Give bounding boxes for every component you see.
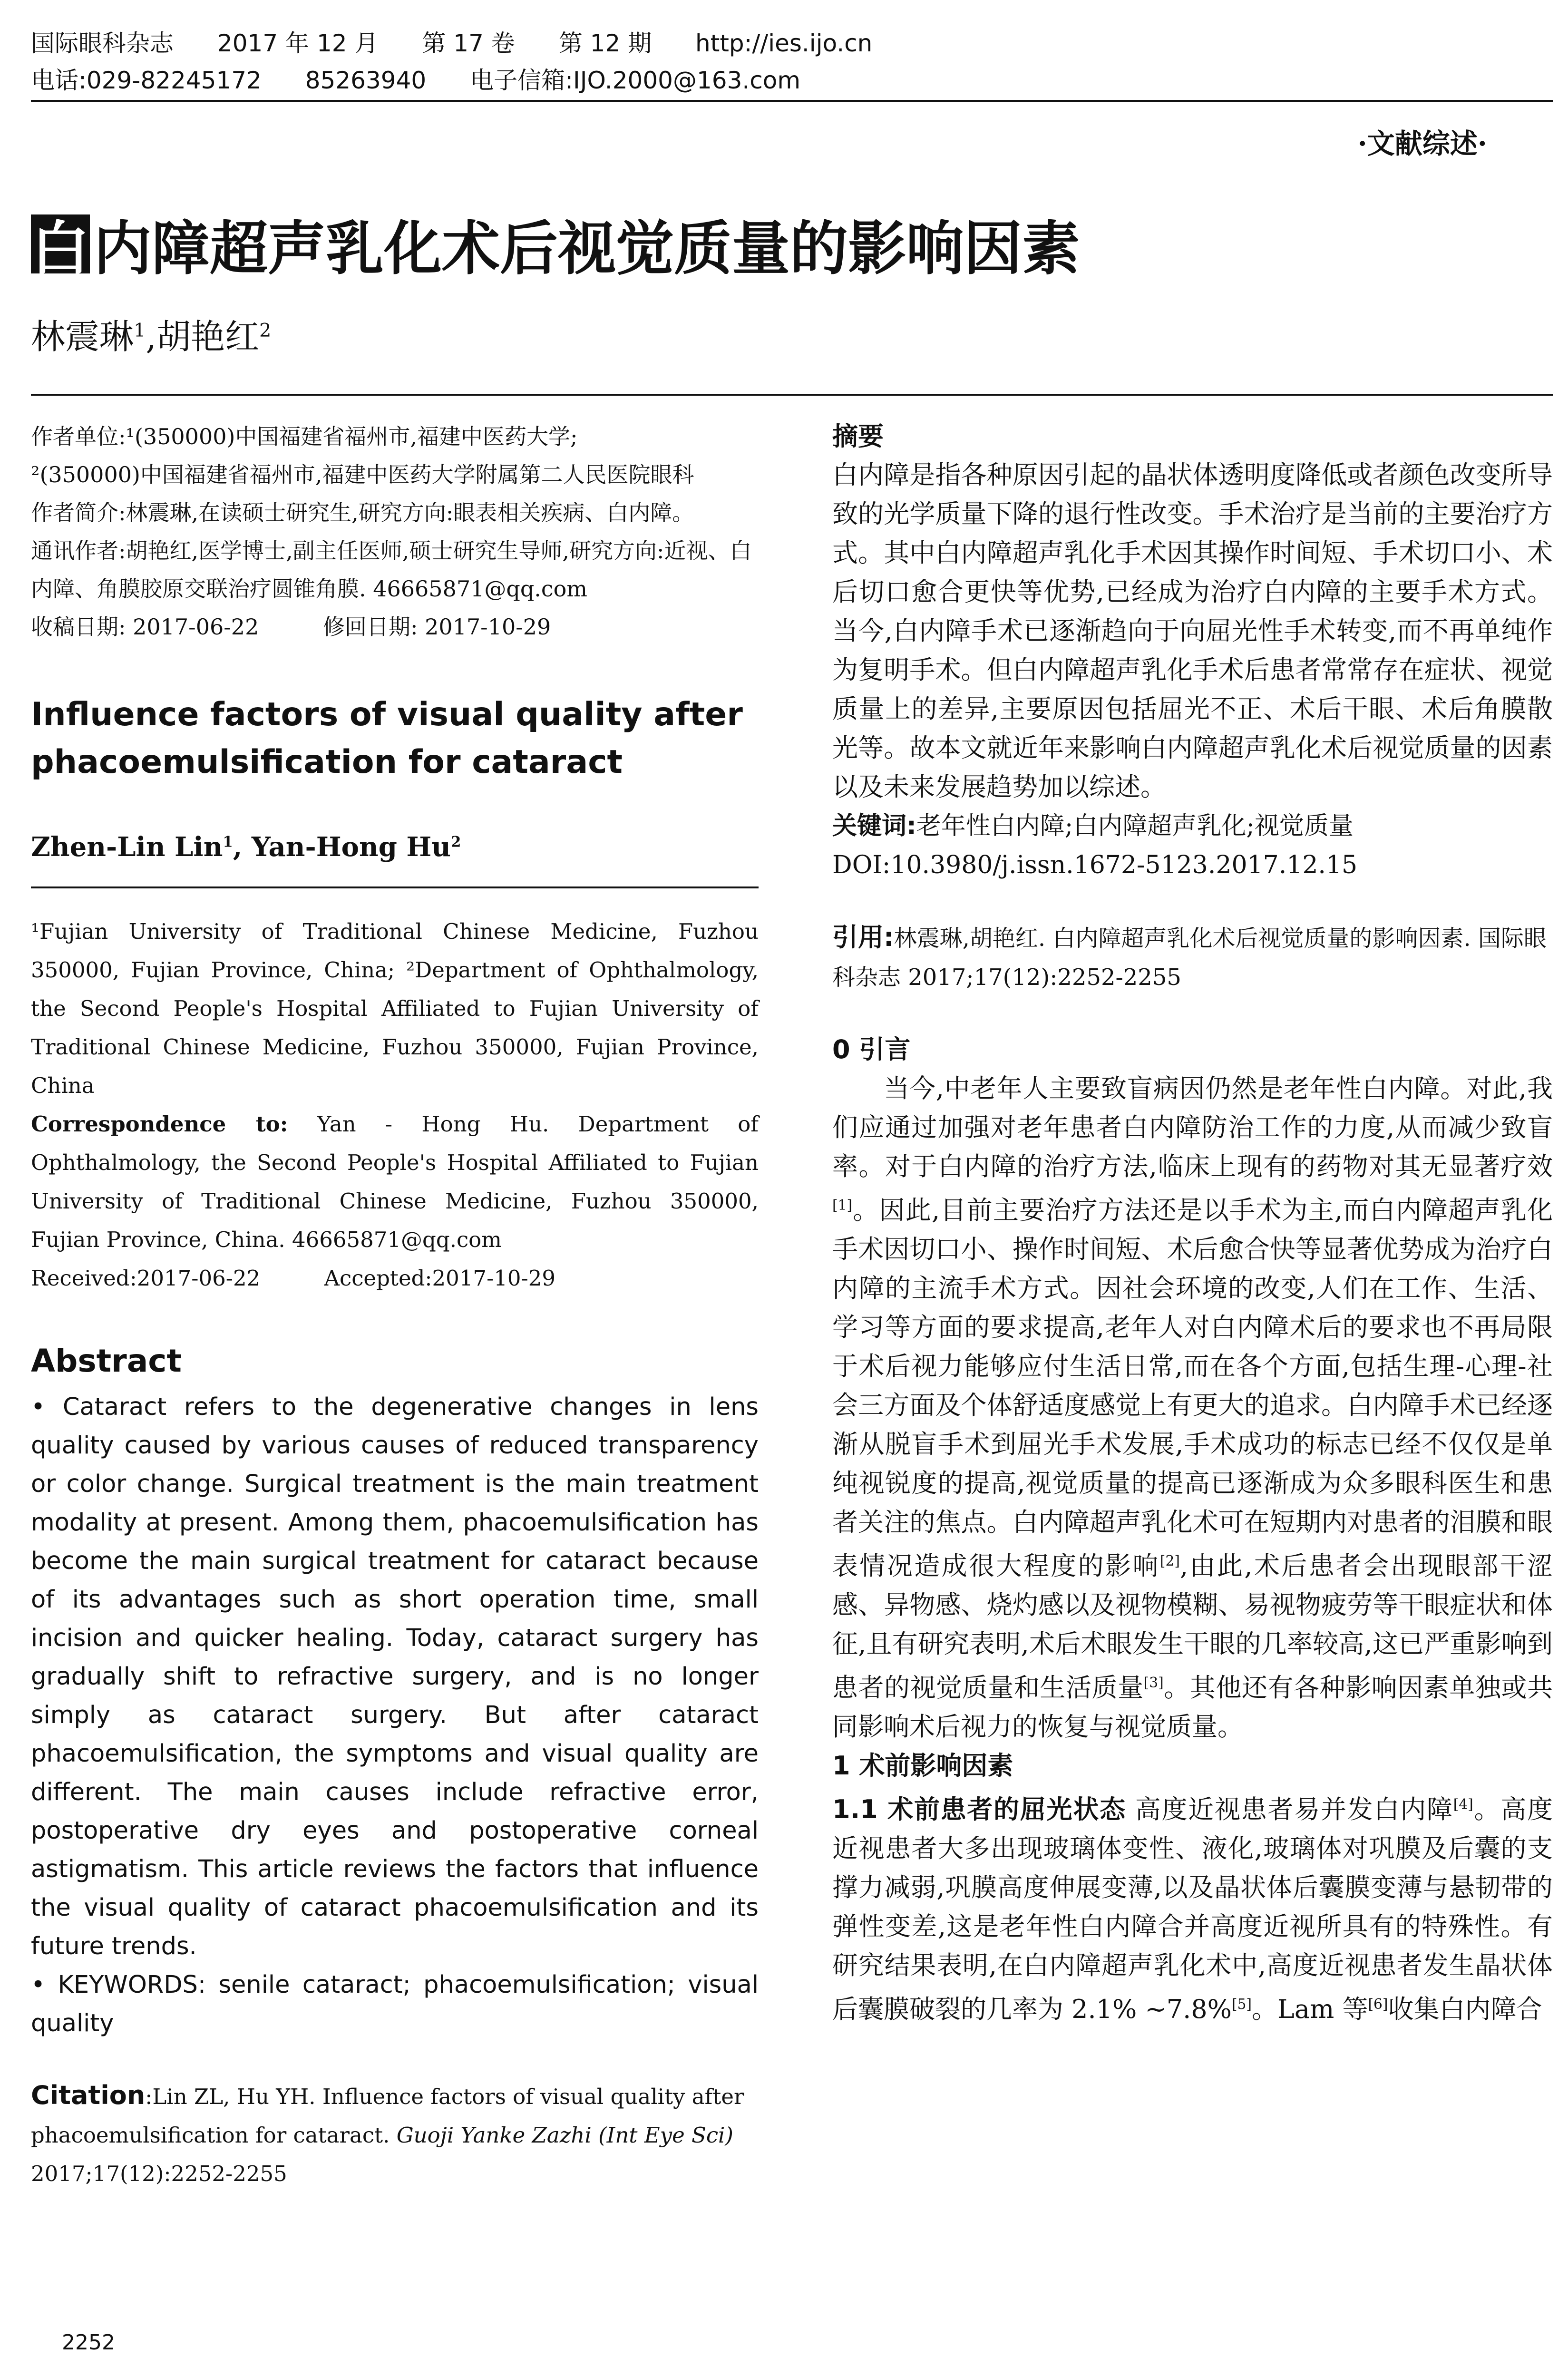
author-2: 胡艳红 [156, 317, 260, 357]
author-info [31, 418, 759, 646]
abstract-en [31, 1388, 759, 2043]
keywords-cn-text: 老年性白内障;白内障超声乳化;视觉质量 [916, 812, 1354, 840]
unit-2: ²(350000)中国福建省福州市,福建中医药大学附属第二人民医院眼科 [31, 462, 694, 487]
accepted-en: Accepted:2017-10-29 [324, 1266, 556, 1291]
intro-text-a: 当今,中老年人主要致盲病因仍然是老年性白内障。对此,我们应通过加强对老年患者白内障防治工作的力度,从而减少致盲率。对于白内障的治疗方法,临床上现有的药物对其无显著疗效 [832, 1073, 1553, 1181]
issue: 第 12 期 [558, 29, 652, 57]
citation-journal: Guoji Yanke Zazhi (Int Eye Sci) [396, 2123, 733, 2148]
abstract-cn [832, 456, 1553, 807]
running-header [31, 25, 908, 99]
english-authors: Zhen-Lin Lin$^1$, Yan-Hong Hu$^2$ [31, 831, 461, 863]
title-rule [31, 394, 1553, 396]
section-1-1-heading: 1.1 术前患者的屈光状态 [832, 1794, 1126, 1824]
ref-1: [1] [832, 1197, 853, 1214]
section-1-1-body [832, 1785, 1553, 2029]
citation-post: 2017;17(12):2252-2255 [31, 2161, 287, 2186]
title-text: 内障超声乳化术后视觉质量的影响因素 [94, 215, 1080, 283]
volume: 第 17 卷 [422, 29, 515, 57]
intro-text-b: 。因此,目前主要治疗方法还是以手术为主,而白内障超声乳化手术因切口小、操作时间短、术后愈合快等显著优势成为治疗白内障的主流手术方式。因社会环境的改变,人们在工作、生活、学习等方面的要求提高,老年人对白内障术后的要求也不再局限于术后视力能够应付生活日常,而在各个方面,包括生理-心理-社会三方面及个体舒适度感觉上有更大的追求。白内障手术已经逐渐从脱盲手术到屈光手术发展,手术成功的标志已经不仅仅是单纯视锐度的提高,视觉质量的提高已逐渐成为众多眼科医生和患者关注的焦点。白内障超声乳化术可在短期内对患者的泪膜和眼表情况造成很大程度的影响 [832, 1195, 1553, 1581]
article-title [31, 202, 1080, 285]
author-2-sup: 2 [259, 320, 272, 341]
received-cn: 收稿日期: 2017-06-22 [31, 614, 259, 640]
intro-text-c: ,由此,术后患者会出现眼部干涩感、异物感、烧灼感以及视物模糊、易视物疲劳等干眼症状和体征,且有研究表明,术后术眼发生干眼的几率较高,这已严重影响到患者的视觉质量和生活质量 [832, 1551, 1553, 1703]
keywords-cn [832, 807, 1553, 846]
keywords-en: • KEYWORDS: senile cataract; phacoemulsification; visual quality [31, 1971, 759, 2037]
section-0-heading: 0 引言 [832, 1034, 911, 1064]
en-author-1-sup: 1 [223, 833, 233, 851]
author-line [31, 309, 271, 359]
section-0-body [832, 1069, 1553, 1746]
citation-cn-text: 林震琳,胡艳红. 白内障超声乳化术后视觉质量的影响因素. 国际眼科杂志 2017;17(12):2252-2255 [832, 925, 1547, 991]
doi: DOI:10.3980/j.issn.1672-5123.2017.12.15 [832, 851, 1358, 879]
citation-en [31, 2076, 759, 2193]
issue-date: 2017 年 12 月 [217, 29, 379, 57]
en-author-1: Zhen-Lin Lin [31, 831, 223, 863]
citation-pre: :Lin ZL, Hu YH. Influence factors of visual quality after phacoemulsification for cataract. [31, 2084, 744, 2148]
revised-cn: 修回日期: 2017-10-29 [322, 614, 551, 640]
header-rule [31, 100, 1553, 102]
citation-cn [832, 918, 1553, 997]
intro-paragraph [832, 1069, 1553, 1746]
page-number: 2252 [62, 2330, 115, 2355]
citation-label: Citation [31, 2080, 146, 2110]
ref-2: [2] [1159, 1553, 1180, 1569]
ref-5: [5] [1231, 1996, 1252, 2013]
dates-cn [31, 608, 759, 646]
section-tag: ·文献综述· [1357, 127, 1487, 160]
en-correspondence [31, 1105, 759, 1259]
journal-url[interactable]: http://ies.ijo.cn [695, 29, 873, 57]
abstract-cn-text: 白内障是指各种原因引起的晶状体透明度降低或者颜色改变所导致的光学质量下降的退行性改变。手术治疗是当前的主要治疗方式。其中白内障超声乳化手术因其操作时间短、手术切口小、术后切口愈合更快等优势,已经成为治疗白内障的主要手术方式。当今,白内障手术已逐渐趋向于向屈光性手术转变,而不再单纯作为复明手术。但白内障超声乳化手术后患者常常存在症状、视觉质量上的差异,主要原因包括屈光不正、术后干眼、术后角膜散光等。故本文就近年来影响白内障超声乳化术后视觉质量的因素以及未来发展趋势加以综述。 [832, 460, 1553, 802]
author-intro: 作者简介:林震琳,在读硕士研究生,研究方向:眼表相关疾病、白内障。 [31, 500, 694, 526]
left-column [31, 418, 759, 2193]
email[interactable]: 电子信箱:IJO.2000@163.com [470, 67, 801, 94]
received-en: Received:2017-06-22 [31, 1266, 261, 1291]
english-title: Influence factors of visual quality after phacoemulsification for cataract [31, 696, 743, 781]
keywords-cn-label: 关键词: [832, 812, 916, 840]
s11-text-b: 。高度近视患者大多出现玻璃体变性、液化,玻璃体对巩膜及后囊的支撑力减弱,巩膜高度伸展变薄,以及晶状体后囊膜变薄与悬韧带的弹性变差,这是老年性白内障合并高度近视所具有的特殊性。有研究结果表明,在白内障超声乳化术中,高度近视患者发生晶状体后囊膜破裂的几率为 2.1% ~7.8% [832, 1794, 1553, 2024]
ref-6: [6] [1368, 1996, 1388, 2013]
en-author-2-sup: 2 [450, 833, 461, 851]
s11-text-a: 高度近视患者易并发白内障 [1126, 1794, 1453, 1824]
unit-1: 作者单位:¹(350000)中国福建省福州市,福建中医药大学; [31, 424, 578, 449]
en-corr-label: Correspondence to: [31, 1111, 288, 1137]
english-affil-rule [31, 887, 759, 888]
abstract-heading-cn: 摘要 [832, 421, 884, 451]
section-1-heading: 1 术前影响因素 [832, 1751, 1013, 1781]
dates-en [31, 1259, 759, 1297]
s11-text-d: 收集白内障合 [1388, 1994, 1542, 2024]
author-1-sup: 1 [134, 320, 146, 341]
en-affil-text: ¹Fujian University of Traditional Chinese Medicine, Fuzhou 350000, Fujian Province, China; ²Department of Ophthalmology, the Second People's Hospital Affiliated to Fujian University of Traditional Chinese Medicine, Fuzhou 350000, Fujian Province, China [31, 919, 759, 1098]
phone: 电话:029-82245172 [31, 67, 262, 94]
s11-text-c: 。Lam 等 [1252, 1994, 1368, 2024]
section-1-1-paragraph [832, 1785, 1553, 2029]
phone-2: 85263940 [305, 67, 427, 94]
en-corr-text: Yan - Hong Hu. Department of Ophthalmology, the Second People's Hospital Affiliated to Fujian University of Traditional Chinese Medicine, Fuzhou 350000, Fujian Province, China. 46665871@qq.com [31, 1111, 759, 1252]
abstract-heading-en: Abstract [31, 1343, 182, 1379]
author-separator: , [146, 317, 157, 357]
right-column [832, 418, 1553, 2029]
english-affiliation [31, 912, 759, 1297]
corresponding-author: 通讯作者:胡艳红,医学博士,副主任医师,硕士研究生导师,研究方向:近视、白内障、角膜胶原交联治疗圆锥角膜. 46665871@qq.com [31, 538, 752, 602]
journal-name: 国际眼科杂志 [31, 29, 174, 57]
abstract-en-text: • Cataract refers to the degenerative changes in lens quality caused by various causes of reduced transparency or color change. Surgical treatment is the main treatment modality at present. Among them, phacoemulsification has become the main surgical treatment for cataract because of its advantages such as short operation time, small incision and quicker healing. Today, cataract surgery has gradually shift to refractive surgery, and is no longer simply as cataract surgery. But after cataract phacoemulsification, the symptoms and visual quality are different. The main causes include refractive error, postoperative dry eyes and postoperative corneal astigmatism. This article reviews the factors that influence the visual quality of cataract phacoemulsification and its future trends. [31, 1393, 759, 1960]
en-author-2: Yan-Hong Hu [251, 831, 451, 863]
intro-text-d: 。其他还有各种影响因素单独或共同影响术后视力的恢复与视觉质量。 [832, 1673, 1553, 1742]
citation-cn-label: 引用: [832, 922, 894, 952]
ref-4: [4] [1453, 1796, 1473, 1813]
ref-3: [3] [1143, 1675, 1164, 1691]
title-initial-mark: 白 [31, 215, 89, 283]
author-1: 林震琳 [31, 317, 134, 357]
